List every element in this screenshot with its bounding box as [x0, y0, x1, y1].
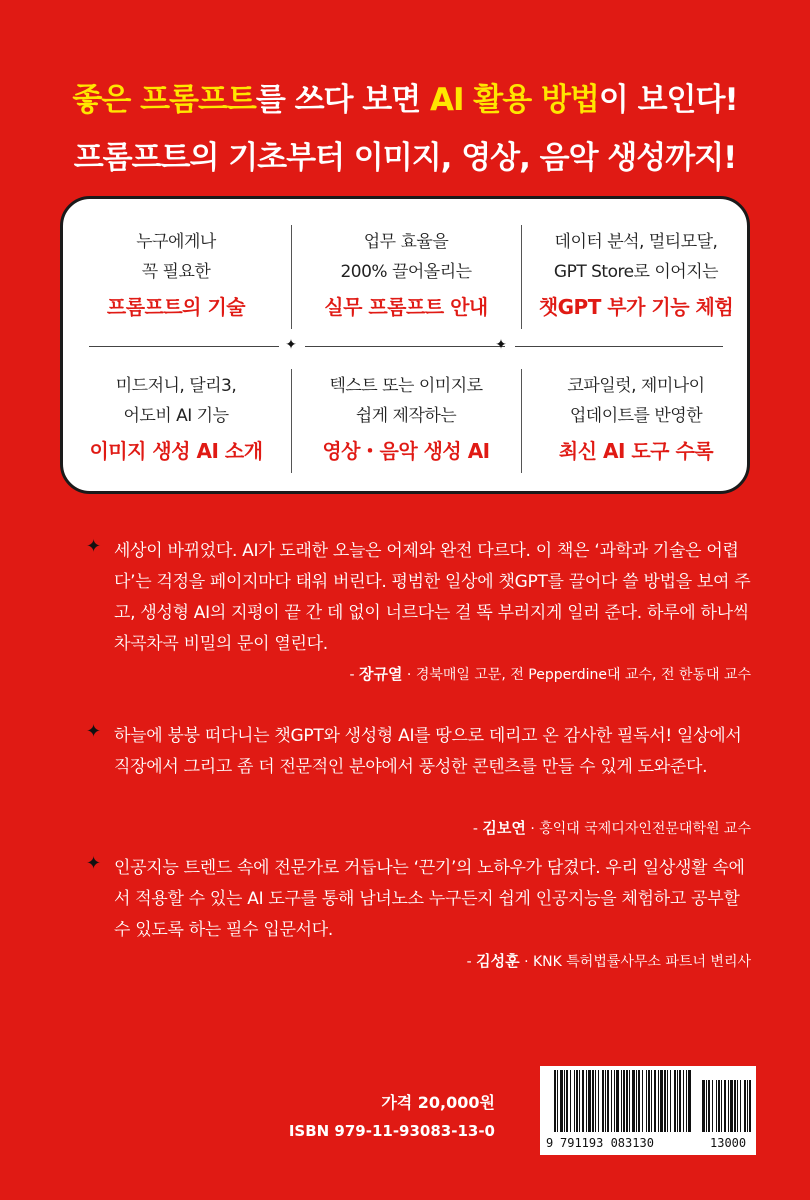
feature-emphasis: 영상・음악 생성 AI	[322, 439, 490, 463]
review-text: 하늘에 붕붕 떠다니는 챗GPT와 생성형 AI를 땅으로 데리고 온 감사한 필독서! 일상에서 직장에서 그리고 좀 더 전문적인 분야에서 풍성한 콘텐츠를 만들 수 있게 도와준다.	[114, 726, 742, 777]
review-quote	[86, 721, 752, 783]
review-attribution	[349, 663, 751, 684]
barcode-bar	[560, 1070, 563, 1132]
headline-text-1: 를 쓰다 보면	[255, 82, 430, 118]
barcode-addon-bar	[708, 1080, 710, 1132]
barcode-bar	[642, 1070, 643, 1132]
feature-emphasis: 프롬프트의 기술	[106, 295, 246, 319]
headline-highlight-prompt: 좋은 프롬프트	[72, 82, 256, 118]
attribution-dash: -	[349, 667, 359, 683]
horizontal-divider	[515, 346, 723, 347]
barcode-bar	[566, 1070, 568, 1132]
headline-primary	[0, 74, 810, 119]
feature-line1: 데이터 분석, 멀티모달,	[554, 232, 718, 252]
barcode-bar	[570, 1070, 571, 1132]
barcode-bar	[621, 1070, 622, 1132]
horizontal-divider	[305, 346, 505, 347]
feature-line1: 업무 효율을	[363, 232, 449, 252]
barcode-addon-bar	[734, 1080, 736, 1132]
feature-emphasis: 이미지 생성 AI 소개	[89, 439, 263, 463]
barcode-bar	[632, 1070, 635, 1132]
review-attribution	[467, 950, 751, 971]
feature-item	[63, 227, 289, 327]
review-attribution	[473, 817, 751, 838]
reviewer-name: 김보연	[482, 819, 526, 837]
barcode-bar	[674, 1070, 676, 1132]
isbn-label: ISBN 979-11-93083-13-0	[288, 1122, 495, 1140]
barcode-bar	[658, 1070, 659, 1132]
feature-line2: 쉽게 제작하는	[355, 406, 457, 426]
barcode-addon-bar	[712, 1080, 713, 1132]
reviewer-role: · KNK 특허법률사무소 파트너 변리사	[519, 954, 751, 970]
vertical-divider	[291, 369, 292, 473]
barcode-addon-bar	[718, 1080, 720, 1132]
barcode-addon-bar	[737, 1080, 738, 1132]
barcode-bar	[607, 1070, 609, 1132]
barcode-bar	[595, 1070, 596, 1132]
reviewer-role: · 홍익대 국제디자인전문대학원 교수	[525, 821, 751, 837]
barcode-bar	[626, 1070, 628, 1132]
barcode-bar	[677, 1070, 678, 1132]
barcode-bar	[646, 1070, 647, 1132]
reviewer-role: · 경북매일 고문, 전 Pepperdine대 교수, 전 한동대 교수	[402, 667, 751, 683]
headline-secondary: 프롬프트의 기초부터 이미지, 영상, 음악 생성까지!	[73, 140, 737, 176]
barcode-bar	[660, 1070, 663, 1132]
barcode-addon-bar	[740, 1080, 741, 1132]
attribution-dash: -	[472, 821, 483, 837]
isbn-barcode	[540, 1066, 756, 1155]
feature-line2: GPT Store로 이어지는	[553, 262, 719, 282]
barcode-bar	[683, 1070, 684, 1132]
feature-line2: 업데이트를 반영한	[569, 406, 703, 426]
barcode-bar	[688, 1070, 691, 1132]
feature-item	[523, 227, 749, 327]
feature-item	[293, 371, 519, 471]
headline-text-2: 이 보인다!	[598, 82, 738, 118]
vertical-divider	[521, 369, 522, 473]
four-point-star-icon: ✦	[285, 337, 297, 353]
review-quote	[86, 536, 752, 660]
barcode-bar	[648, 1070, 650, 1132]
barcode-bar	[574, 1070, 575, 1132]
barcode-bar	[679, 1070, 681, 1132]
barcode-bar	[554, 1070, 556, 1132]
barcode-bar	[670, 1070, 671, 1132]
barcode-main-digits: 791193 083130	[560, 1136, 654, 1150]
barcode-bar	[598, 1070, 599, 1132]
barcode-addon-bar	[728, 1080, 729, 1132]
horizontal-divider	[89, 346, 279, 347]
barcode-bar	[557, 1070, 558, 1132]
barcode-addon-bar	[702, 1080, 705, 1132]
barcode-addon-bar	[724, 1080, 726, 1132]
barcode-addon-digits: 13000	[710, 1136, 747, 1150]
attribution-dash: -	[466, 954, 477, 970]
feature-line1: 누구에게나	[136, 232, 216, 252]
barcode-bar	[579, 1070, 580, 1132]
feature-line2: 200% 끌어올리는	[340, 262, 472, 282]
barcode-bar	[667, 1070, 668, 1132]
barcode-addon-bar	[747, 1080, 748, 1132]
barcode-bar	[564, 1070, 565, 1132]
barcode-bar	[586, 1070, 587, 1132]
barcode-bars	[540, 1066, 756, 1136]
four-point-star-icon: ✦	[86, 536, 102, 557]
barcode-addon-bar	[706, 1080, 707, 1132]
four-point-star-icon: ✦	[495, 337, 507, 353]
reviewer-name: 장규열	[359, 665, 403, 683]
barcode-bar	[623, 1070, 625, 1132]
vertical-divider	[291, 225, 292, 329]
barcode-bar	[592, 1070, 594, 1132]
review-text: 인공지능 트렌드 속에 전문가로 거듭나는 ‘끈기’의 노하우가 담겼다. 우리 일상생활 속에서 적용할 수 있는 AI 도구를 통해 남녀노소 누구든지 쉽게 인공지능을 체험하고 공부할 수 있도록 하는 필수 입문서다.	[114, 858, 745, 940]
barcode-addon-bar	[730, 1080, 733, 1132]
feature-item	[293, 227, 519, 327]
barcode-bar	[605, 1070, 606, 1132]
barcode-bar	[651, 1070, 652, 1132]
barcode-bar	[602, 1070, 604, 1132]
feature-item	[523, 371, 749, 471]
four-point-star-icon: ✦	[86, 721, 102, 742]
barcode-addon-bar	[721, 1080, 722, 1132]
price-label: 가격 20,000원	[381, 1093, 495, 1112]
feature-line1: 미드저니, 달리3,	[115, 376, 237, 396]
feature-emphasis: 챗GPT 부가 기능 체험	[538, 295, 734, 319]
headline-highlight-ai: AI 활용 방법	[429, 82, 599, 118]
feature-emphasis: 최신 AI 도구 수록	[558, 439, 714, 463]
barcode-bar	[582, 1070, 584, 1132]
feature-line2: 꼭 필요한	[141, 262, 211, 282]
vertical-divider	[521, 225, 522, 329]
review-text: 세상이 바뀌었다. AI가 도래한 오늘은 어제와 완전 다르다. 이 책은 ‘과학과 기술은 어렵다’는 걱정을 페이지마다 태워 버린다. 평범한 일상에 챗GPT를 끌어다 쓸 방법을 보여 주고, 생성형 AI의 지평이 끝 간 데 없이 너르다는 걸 똑 부러지게 일러 준다. 하루에 하나씩 차곡차곡 비밀의 문이 열린다.	[114, 541, 751, 654]
barcode-prefix-digit: 9	[546, 1136, 554, 1150]
barcode-bar	[616, 1070, 619, 1132]
four-point-star-icon: ✦	[86, 853, 102, 874]
feature-line1: 텍스트 또는 이미지로	[329, 376, 483, 396]
barcode-bar	[588, 1070, 591, 1132]
barcode-bar	[576, 1070, 578, 1132]
barcode-bar	[614, 1070, 615, 1132]
features-box	[60, 196, 750, 494]
review-quote	[86, 853, 752, 946]
barcode-addon-bar	[749, 1080, 751, 1132]
barcode-addon-bar	[716, 1080, 717, 1132]
feature-emphasis: 실무 프롬프트 안내	[324, 295, 488, 319]
barcode-bar	[664, 1070, 666, 1132]
barcode-bar	[686, 1070, 687, 1132]
barcode-bar	[638, 1070, 640, 1132]
barcode-bar	[611, 1070, 612, 1132]
reviewer-name: 김성훈	[476, 952, 520, 970]
barcode-bar	[636, 1070, 637, 1132]
barcode-addon-bar	[744, 1080, 746, 1132]
barcode-bar	[654, 1070, 656, 1132]
feature-line2: 어도비 AI 기능	[123, 406, 229, 426]
barcode-bar	[629, 1070, 630, 1132]
feature-line1: 코파일럿, 제미나이	[567, 376, 705, 396]
feature-item	[63, 371, 289, 471]
